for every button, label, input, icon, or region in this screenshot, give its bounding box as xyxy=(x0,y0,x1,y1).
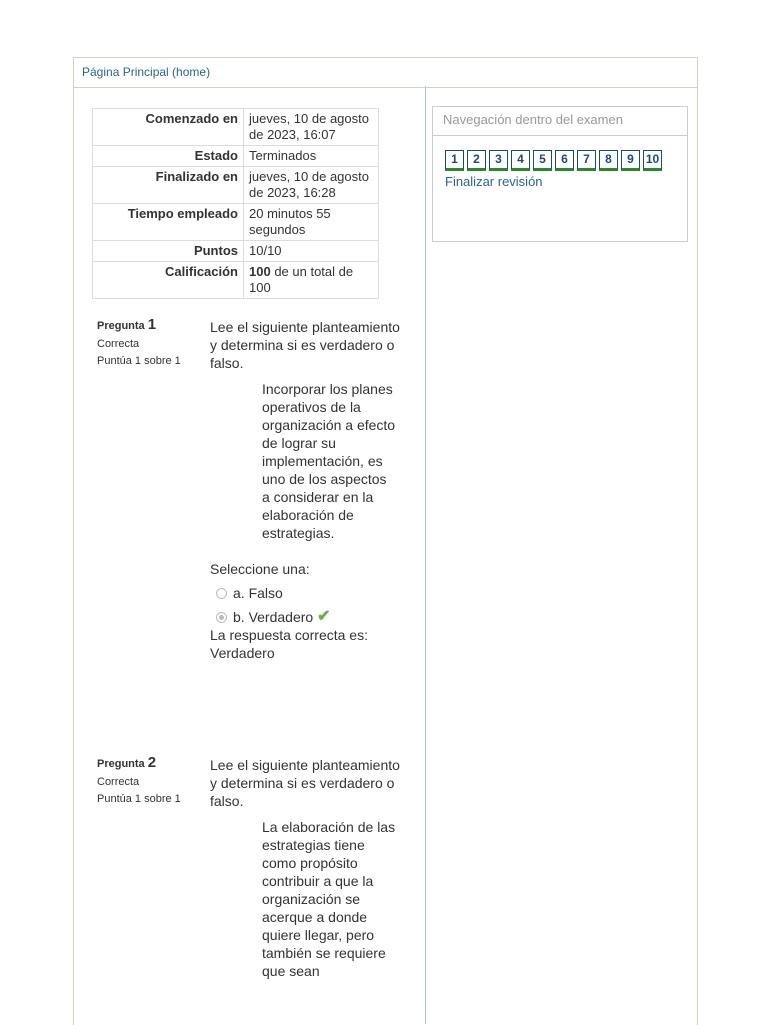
question-prompt: Lee el siguiente planteamiento y determina si es verdadero o falso. xyxy=(210,757,400,809)
table-row xyxy=(93,262,379,299)
question-button-9[interactable]: 9 xyxy=(621,150,640,171)
finish-review-link[interactable]: Finalizar revisión xyxy=(445,174,543,189)
question-state: Correcta xyxy=(97,338,140,350)
option-label: b. Verdadero xyxy=(233,609,314,625)
summary-value: 10/10 xyxy=(244,241,379,262)
question-button-7[interactable]: 7 xyxy=(577,150,596,171)
question-button-10[interactable]: 10 xyxy=(643,150,662,171)
question-button-5[interactable]: 5 xyxy=(533,150,552,171)
checkmark-icon: ✔ xyxy=(317,608,331,625)
summary-label: Puntos xyxy=(93,241,244,262)
question-content-2 xyxy=(210,756,400,980)
table-row xyxy=(93,146,379,167)
summary-label: Finalizado en xyxy=(93,167,244,204)
table-row xyxy=(93,204,379,241)
summary-label: Estado xyxy=(93,146,244,167)
question-content-1 xyxy=(210,318,400,662)
question-button-4[interactable]: 4 xyxy=(511,150,530,171)
question-button-1[interactable]: 1 xyxy=(445,150,464,171)
grade-value: 100 xyxy=(249,264,271,279)
radio-button-selected[interactable] xyxy=(216,612,227,623)
question-score: Puntúa 1 sobre 1 xyxy=(97,355,181,367)
option-label: a. Falso xyxy=(233,585,283,601)
quiz-navigation-block xyxy=(432,106,688,242)
answer-options xyxy=(210,560,400,626)
question-statement: La elaboración de las estrategias tiene como propósito contribuir a que la organización se acerque a donde quiere llegar, pero también se requiere que sean xyxy=(262,819,396,979)
summary-label: Calificación xyxy=(93,262,244,299)
attempt-summary-table xyxy=(92,108,379,299)
question-label: Pregunta xyxy=(97,320,145,332)
summary-label: Comenzado en xyxy=(93,109,244,146)
question-number: 1 xyxy=(147,316,157,333)
summary-value: Terminados xyxy=(244,146,379,167)
summary-value xyxy=(244,262,379,299)
breadcrumb xyxy=(74,58,697,88)
column-divider xyxy=(425,86,426,1024)
option-verdadero[interactable] xyxy=(216,608,400,626)
question-state: Correcta xyxy=(97,776,140,788)
grade-total: de un total de 100 xyxy=(249,264,354,295)
option-falso[interactable] xyxy=(216,584,400,602)
question-button-3[interactable]: 3 xyxy=(489,150,508,171)
home-link[interactable]: Página Principal (home) xyxy=(82,65,211,79)
question-button-6[interactable]: 6 xyxy=(555,150,574,171)
correct-answer-feedback: La respuesta correcta es: Verdadero xyxy=(210,627,368,661)
summary-label: Tiempo empleado xyxy=(93,204,244,241)
table-row xyxy=(93,109,379,146)
summary-value: jueves, 10 de agosto de 2023, 16:28 xyxy=(244,167,379,204)
question-info-2 xyxy=(97,754,181,810)
question-number: 2 xyxy=(147,754,157,771)
select-label: Seleccione una: xyxy=(210,561,310,577)
quiz-navigation-title: Navegación dentro del examen xyxy=(433,107,687,136)
question-button-2[interactable]: 2 xyxy=(467,150,486,171)
question-button-8[interactable]: 8 xyxy=(599,150,618,171)
table-row xyxy=(93,167,379,204)
question-prompt: Lee el siguiente planteamiento y determina si es verdadero o falso. xyxy=(210,319,400,371)
radio-button[interactable] xyxy=(216,588,227,599)
question-statement: Incorporar los planes operativos de la organización a efecto de lograr su implementación, es uno de los aspectos a considerar en la elaboración de estrategias. xyxy=(262,381,396,541)
question-label: Pregunta xyxy=(97,758,145,770)
question-buttons xyxy=(433,136,687,178)
question-info-1 xyxy=(97,316,181,372)
summary-value: 20 minutos 55 segundos xyxy=(244,204,379,241)
question-score: Puntúa 1 sobre 1 xyxy=(97,793,181,805)
summary-value: jueves, 10 de agosto de 2023, 16:07 xyxy=(244,109,379,146)
table-row xyxy=(93,241,379,262)
